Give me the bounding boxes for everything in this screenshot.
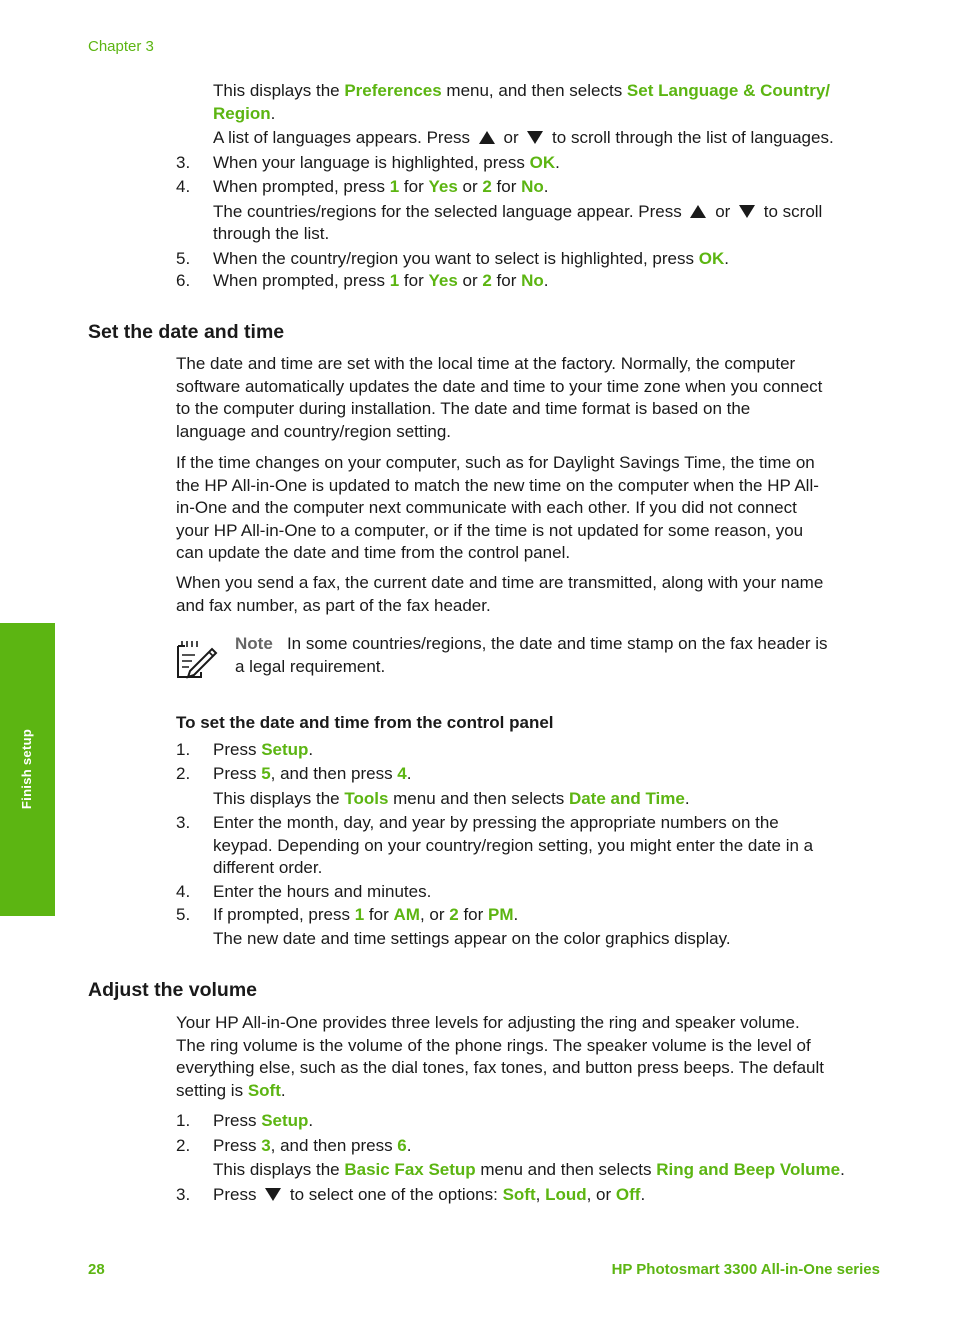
note-icon [175,637,219,681]
up-arrow-icon [690,205,706,218]
step-number: 2. [176,1136,191,1155]
date-paragraph-2: If the time changes on your computer, such as for Daylight Savings Time, the time on the HP All-in-One is updated to match the new time on the computer when the HP All- in-One and the computer next communicate with each other. If you did not connect your HP All-in-One to a computer, or if the time is not updated for some reason, you can update the date and time from the control panel. [176,453,819,562]
subheading-control-panel: To set the date and time from the control panel [176,713,554,732]
step-number: 3. [176,813,191,832]
step-number: 6. [176,271,191,290]
lang-step-6: When prompted, press 1 for Yes or 2 for No. [213,271,549,290]
section-heading-volume: Adjust the volume [88,979,258,1001]
language-list-note: A list of languages appears. Press or to scroll through the list of languages. [213,128,834,147]
step-number: 2. [176,764,191,783]
step-number: 4. [176,177,191,196]
lang-step-5: When the country/region you want to select is highlighted, press OK. [213,249,729,268]
section-heading-date-time: Set the date and time [88,321,285,343]
down-arrow-icon [265,1188,281,1201]
countries-note-cont: through the list. [213,224,330,243]
date-step-5-note: The new date and time settings appear on the color graphics display. [213,929,731,948]
chapter-label: Chapter 3 [88,38,154,55]
preferences-intro-cont: Region. [213,104,276,123]
date-step-1: Press Setup. [213,740,314,759]
date-step-4: Enter the hours and minutes. [213,882,432,901]
step-number: 1. [176,1111,191,1130]
note-text: Note In some countries/regions, the date and time stamp on the fax header is a legal requirement. [235,634,828,676]
down-arrow-icon [527,131,543,144]
basic-fax-setup-note: This displays the Basic Fax Setup menu and then selects Ring and Beep Volume. [213,1160,845,1179]
note-label: Note [235,634,273,653]
page-number: 28 [88,1261,105,1278]
date-paragraph-1: The date and time are set with the local time at the factory. Normally, the computer software automatically updates the date and time to your time zone when you connect to the computer during installation. The date and time format is based on the language and country/region setting. [176,354,823,441]
step-number: 3. [176,153,191,172]
volume-step-1: Press Setup. [213,1111,314,1130]
countries-note: The countries/regions for the selected language appear. Press or to scroll [213,202,823,221]
preferences-intro: This displays the Preferences menu, and then selects Set Language & Country/ [213,81,830,100]
volume-step-2: Press 3, and then press 6. [213,1136,412,1155]
step-number: 1. [176,740,191,759]
date-paragraph-3: When you send a fax, the current date and time are transmitted, along with your name and fax number, as part of the fax header. [176,573,824,615]
up-arrow-icon [479,131,495,144]
step-number: 3. [176,1185,191,1204]
step-number: 4. [176,882,191,901]
date-step-3: Enter the month, day, and year by pressing the appropriate numbers on the keypad. Depending on your country/region setting, you might enter the date in a different order. [213,813,814,877]
volume-step-3: Press to select one of the options: Soft, Loud, or Off. [213,1185,646,1204]
side-tab-label: Finish setup [18,728,34,810]
side-tab [0,623,55,916]
volume-paragraph: Your HP All-in-One provides three levels for adjusting the ring and speaker volume. The ring volume is the volume of the phone rings. The speaker volume is the level of everything else, such as the dial tones, fax tones, and button press beeps. The default setting is Soft. [176,1013,824,1100]
lang-step-3: When your language is highlighted, press OK. [213,153,560,172]
step-number: 5. [176,249,191,268]
down-arrow-icon [739,205,755,218]
date-step-2: Press 5, and then press 4. [213,764,412,783]
date-step-5: If prompted, press 1 for AM, or 2 for PM. [213,905,519,924]
product-name: HP Photosmart 3300 All-in-One series [611,1261,880,1278]
lang-step-4: When prompted, press 1 for Yes or 2 for No. [213,177,549,196]
tools-menu-note: This displays the Tools menu and then selects Date and Time. [213,789,690,808]
step-number: 5. [176,905,191,924]
